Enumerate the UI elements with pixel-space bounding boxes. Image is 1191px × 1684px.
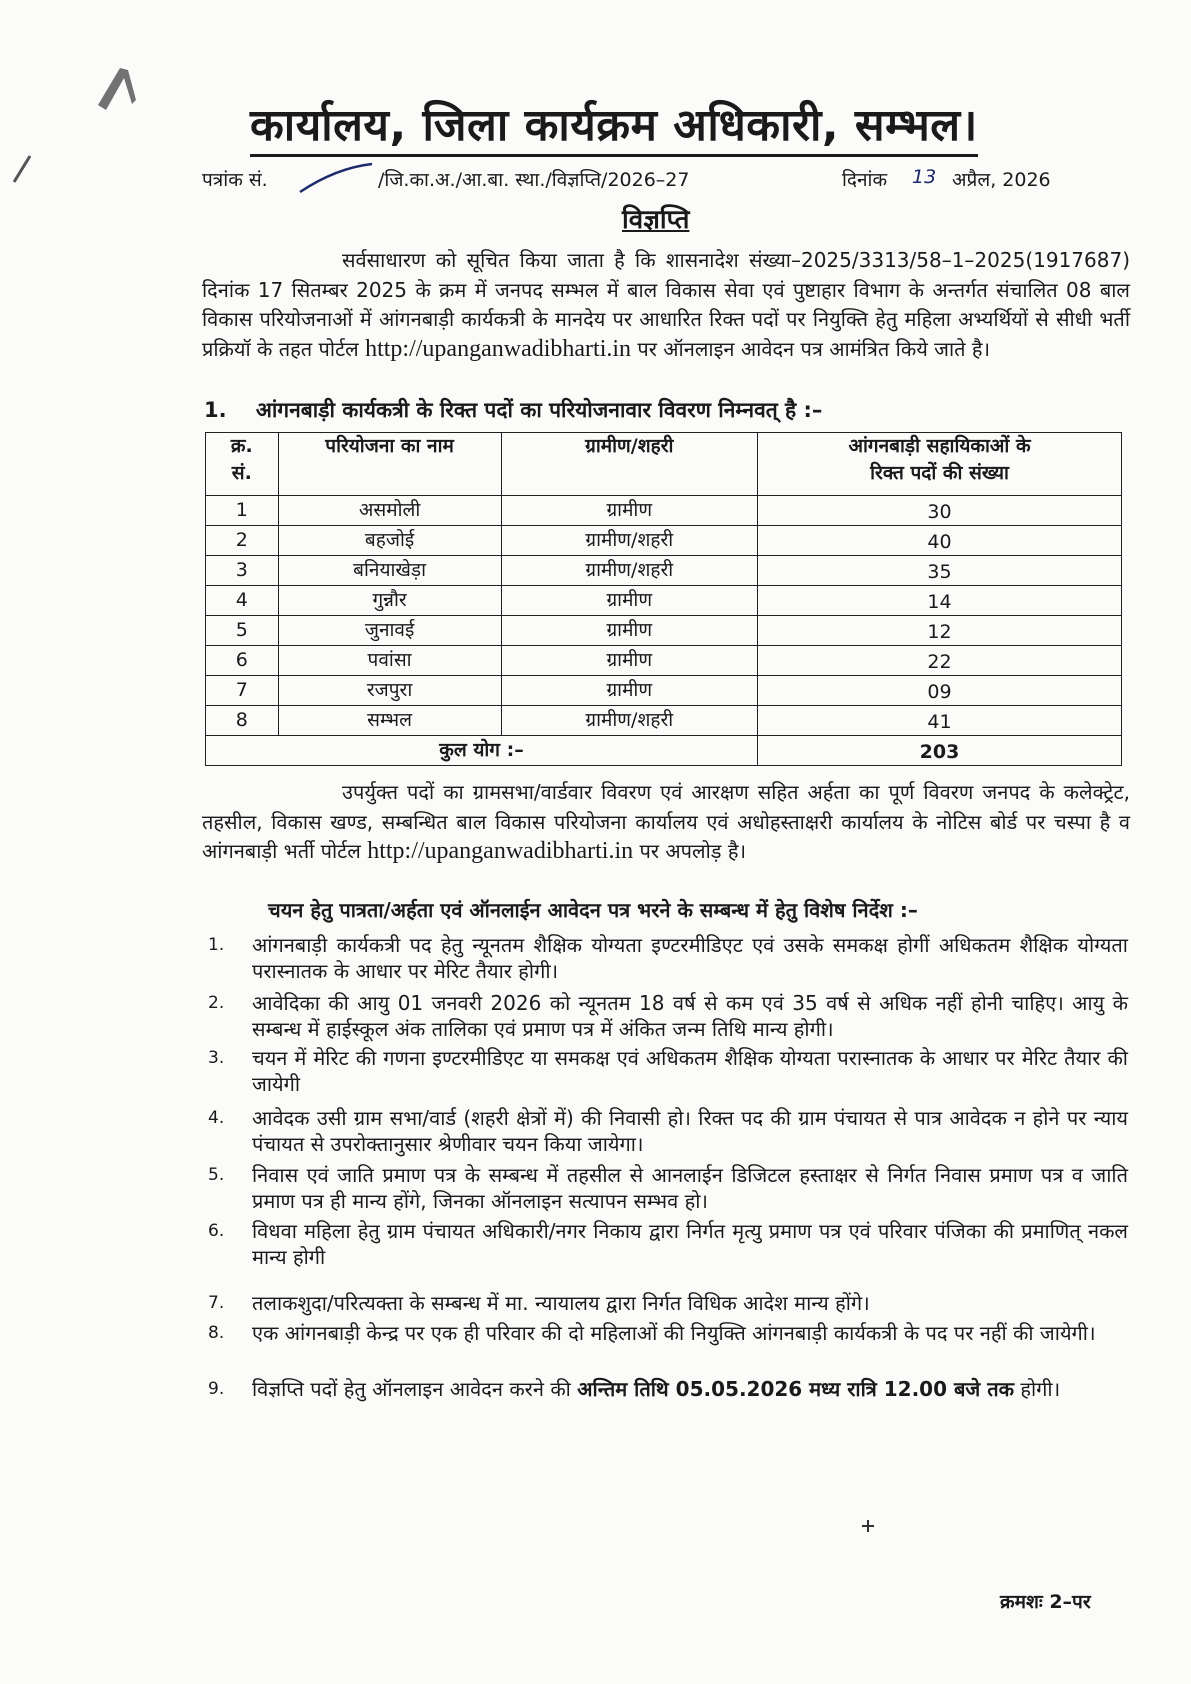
instruction-number: 7. (208, 1293, 225, 1313)
details-text: उपर्युक्त पदों का ग्रामसभा/वार्डवार विवरण एवं आरक्षण सहित अर्हता का पूर्ण विवरण जनपद के कलेक्ट्रेट, तहसील, विकास खण्ड, सम्बन्धित बाल विकास परियोजना कार्यालय एवं अधोहस्ताक्षरी कार्यालय के नोटिस बोर्ड पर चस्पा है व आंगनबाड़ी भर्ती पोर्टल (202, 780, 1130, 863)
cell-project: पवांसा (278, 646, 501, 676)
instruction-item (208, 1045, 1128, 1097)
date-day: 13 (912, 166, 937, 188)
cell-count: 41 (758, 706, 1122, 736)
cell-area: ग्रामीण/शहरी (501, 706, 758, 736)
ref-label: पत्रांक सं. (202, 169, 268, 191)
cell-project: सम्भल (278, 706, 501, 736)
instruction-number: 5. (208, 1165, 225, 1185)
pen-mark-top (88, 60, 158, 120)
pen-mark-left (8, 150, 38, 190)
instruction-text: चयन में मेरिट की गणना इण्टरमीडिएट या समकक्ष एवं अधिकतम शैक्षिक योग्यता परास्नातक के आधार पर मेरिट तैयार की जायेगी (252, 1046, 1128, 1096)
header-serial (206, 433, 279, 496)
instruction-text: आवेदक उसी ग्राम सभा/वार्ड (शहरी क्षेत्रों में) की निवासी हो। रिक्त पद की ग्राम पंचायत से पात्र आवेदक न होने पर न्याय पंचायत से उपरोक्तानुसार श्रेणीवार चयन किया जायेगा। (252, 1106, 1128, 1156)
cell-sn: 4 (206, 586, 279, 616)
instruction-item (208, 1290, 1128, 1316)
instruction-item (208, 990, 1128, 1042)
instruction-item-deadline (208, 1376, 1128, 1402)
table-row (206, 646, 1122, 676)
header-serial-line2: सं. (231, 462, 252, 484)
cell-area: ग्रामीण/शहरी (501, 526, 758, 556)
header-vacancies (758, 433, 1122, 496)
instruction-number: 2. (208, 993, 225, 1013)
cell-sn: 5 (206, 616, 279, 646)
instruction-text (252, 1376, 1128, 1402)
details-end: पर अपलोड़ है। (639, 839, 747, 863)
header-area: ग्रामीण/शहरी (501, 433, 758, 496)
cell-project: गुन्नौर (278, 586, 501, 616)
header-project: परियोजना का नाम (278, 433, 501, 496)
cell-project: असमोली (278, 496, 501, 526)
header-vacancies-line1: आंगनबाड़ी सहायिकाओं के (848, 435, 1031, 457)
instruction-text: एक आंगनबाड़ी केन्द्र पर एक ही परिवार की दो महिलाओं की नियुक्ति आंगनबाड़ी कार्यकत्री के पद पर नहीं की जायेगी। (252, 1321, 1096, 1345)
cell-sn: 8 (206, 706, 279, 736)
cell-project: बनियाखेड़ा (278, 556, 501, 586)
cell-sn: 6 (206, 646, 279, 676)
table-row (206, 676, 1122, 706)
cell-area: ग्रामीण (501, 616, 758, 646)
date-month-year: अप्रैल, 2026 (952, 169, 1051, 191)
table-row (206, 586, 1122, 616)
header-serial-line1: क्र. (230, 435, 253, 457)
table-row (206, 496, 1122, 526)
instruction-number: 4. (208, 1108, 225, 1128)
cell-count: 09 (758, 676, 1122, 706)
cell-count: 35 (758, 556, 1122, 586)
ref-number: /जि.का.अ./आ.बा. स्था./विज्ञप्ति/2026–27 (378, 169, 690, 191)
table-row (206, 706, 1122, 736)
cell-sn: 3 (206, 556, 279, 586)
ref-signature-stroke (296, 158, 376, 198)
instruction-item (208, 1218, 1128, 1270)
details-paragraph (202, 778, 1130, 867)
section1-title: आंगनबाड़ी कार्यकत्री के रिक्त पदों का परियोजनावार विवरण निम्नवत् है :– (255, 398, 823, 422)
instruction-number: 6. (208, 1221, 225, 1241)
instruction-item (208, 932, 1128, 984)
continued-note: क्रमशः 2–पर (1000, 1591, 1091, 1613)
instruction-item (208, 1320, 1128, 1346)
cell-count: 22 (758, 646, 1122, 676)
cell-project: रजपुरा (278, 676, 501, 706)
deadline-date: अन्तिम तिथि 05.05.2026 मध्य रात्रि 12.00 बजे तक (577, 1377, 1014, 1401)
cell-count: 12 (758, 616, 1122, 646)
instruction-number: 8. (208, 1323, 225, 1343)
cell-area: ग्रामीण (501, 646, 758, 676)
cell-count: 30 (758, 496, 1122, 526)
intro-end: पर ऑनलाइन आवेदन पत्र आमंत्रित किये जाते है। (637, 336, 991, 361)
instruction-number: 1. (208, 935, 225, 955)
cell-sn: 2 (206, 526, 279, 556)
cell-project: बहजोई (278, 526, 501, 556)
portal-link-2[interactable]: http://upanganwadibharti.in (367, 838, 634, 864)
instruction-text: निवास एवं जाति प्रमाण पत्र के सम्बन्ध में तहसील से आनलाईन डिजिटल हस्ताक्षर से निर्गत निवास प्रमाण पत्र व जाति प्रमाण पत्र ही मान्य होंगे, जिनका ऑनलाइन सत्यापन सम्भव हो। (252, 1163, 1128, 1213)
office-title: कार्यालय, जिला कार्यक्रम अधिकारी, सम्भल। (250, 98, 978, 157)
cell-sn: 1 (206, 496, 279, 526)
table-row (206, 556, 1122, 586)
plus-mark-icon (860, 1518, 876, 1534)
instruction-text: आवेदिका की आयु 01 जनवरी 2026 को न्यूनतम 18 वर्ष से कम एवं 35 वर्ष से अधिक नहीं होनी चाहिए। आयु के सम्बन्ध में हाईस्कूल अंक तालिका एवं प्रमाण पत्र में अंकित जन्म तिथि मान्य होगी। (252, 991, 1128, 1041)
table-total-row (206, 736, 1122, 766)
header-vacancies-line2: रिक्त पदों की संख्या (870, 462, 1009, 484)
table-row (206, 616, 1122, 646)
instruction-text: आंगनबाड़ी कार्यकत्री पद हेतु न्यूनतम शैक्षिक योग्यता इण्टरमीडिएट एवं उसके समकक्ष होगीं अधिकतम शैक्षिक योग्यता परास्नातक के आधार पर मेरिट तैयार होगी। (252, 933, 1128, 983)
total-value: 203 (758, 736, 1122, 766)
date-label: दिनांक (842, 169, 888, 191)
deadline-end: होगी। (1020, 1377, 1061, 1401)
instruction-text: तलाकशुदा/परित्यक्ता के सम्बन्ध में मा. न्यायालय द्वारा निर्गत विधिक आदेश मान्य होंगे। (252, 1291, 870, 1315)
intro-text: सर्वसाधारण को सूचित किया जाता है कि शासनादेश संख्या–2025/3313/58–1–2025(1917687) दिनांक 17 सितम्बर 2025 के क्रम में जनपद सम्भल में बाल विकास सेवा एवं पुष्टाहार विभाग के अन्तर्गत संचालित 08 बाल विकास परियोजनाओं में आंगनबाड़ी कार्यकत्री के मानदेय पर आधारित रिक्त पदों पर नियुक्ति हेतु महिला अभ्यर्थियों से सीधी भर्ती प्रक्रियॉ के तहत पोर्टल (202, 248, 1130, 361)
cell-area: ग्रामीण/शहरी (501, 556, 758, 586)
instruction-item (208, 1162, 1128, 1214)
cell-count: 40 (758, 526, 1122, 556)
table-row (206, 526, 1122, 556)
total-label: कुल योग :– (206, 736, 758, 766)
cell-area: ग्रामीण (501, 676, 758, 706)
instruction-item (208, 1105, 1128, 1157)
cell-sn: 7 (206, 676, 279, 706)
instruction-number: 9. (208, 1379, 225, 1399)
cell-area: ग्रामीण (501, 496, 758, 526)
portal-link[interactable]: http://upanganwadibharti.in (365, 335, 632, 362)
notice-heading: विज्ञप्ति (622, 205, 690, 235)
deadline-text: विज्ञप्ति पदों हेतु ऑनलाइन आवेदन करने की (252, 1377, 571, 1401)
table-header-row (206, 433, 1122, 496)
section2-heading: चयन हेतु पात्रता/अर्हता एवं ऑनलाईन आवेदन पत्र भरने के सम्बन्ध में हेतु विशेष निर्देश :– (268, 898, 918, 922)
cell-area: ग्रामीण (501, 586, 758, 616)
intro-paragraph (202, 246, 1130, 364)
section1-heading (204, 396, 822, 424)
section1-number: 1. (204, 398, 227, 422)
cell-project: जुनावई (278, 616, 501, 646)
vacancy-table (205, 432, 1122, 766)
instruction-number: 3. (208, 1048, 225, 1068)
cell-count: 14 (758, 586, 1122, 616)
instruction-text: विधवा महिला हेतु ग्राम पंचायत अधिकारी/नगर निकाय द्वारा निर्गत मृत्यु प्रमाण पत्र एवं परिवार पंजिका की प्रमाणित् नकल मान्य होगी (252, 1219, 1128, 1269)
